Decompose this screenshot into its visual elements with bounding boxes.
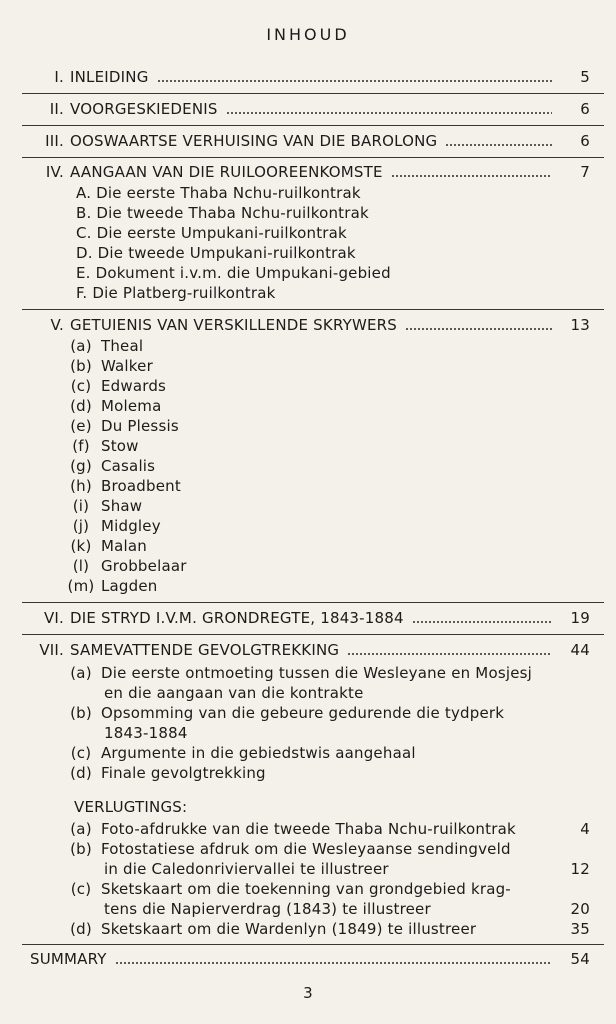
illustration-item xyxy=(66,820,516,840)
author-item xyxy=(66,437,139,457)
author-name: Shaw xyxy=(100,497,143,515)
divider xyxy=(22,602,604,603)
toc-entry-chapter-1 xyxy=(0,68,616,88)
author-item xyxy=(66,377,166,397)
subsection-text: Die eerste ontmoeting tussen die Wesleyane en Mosjesj xyxy=(100,664,533,682)
author-item xyxy=(66,497,142,517)
page-ref: 13 xyxy=(570,316,590,334)
item-marker: (e) xyxy=(70,417,92,435)
author-name: Walker xyxy=(100,357,153,375)
dot-leader xyxy=(226,111,552,115)
summary-title: SUMMARY xyxy=(30,950,107,968)
toc-entry-chapter-6 xyxy=(0,609,616,629)
item-marker: (j) xyxy=(72,517,90,535)
author-name: Malan xyxy=(100,537,147,555)
chapter-title: VOORGESKIEDENIS xyxy=(70,100,218,118)
item-marker: (b) xyxy=(70,704,92,722)
toc-entry-chapter-7 xyxy=(0,641,616,661)
divider xyxy=(22,93,604,94)
dot-leader xyxy=(157,79,552,83)
item-marker: (i) xyxy=(72,497,90,515)
subsection-item xyxy=(66,764,266,784)
author-name: Edwards xyxy=(100,377,167,395)
subsection-item xyxy=(66,744,416,764)
illustration-text: Fotostatiese afdruk om die Wesleyaanse sendingveld xyxy=(100,840,511,858)
author-item xyxy=(66,357,153,377)
illustration-continuation: tens die Napierverdrag (1843) te illustreer xyxy=(104,900,431,918)
author-name: Grobbelaar xyxy=(100,557,187,575)
chapter-title: DIE STRYD I.V.M. GRONDREGTE, 1843-1884 xyxy=(70,609,404,627)
author-item xyxy=(66,457,155,477)
author-item xyxy=(66,577,158,597)
subsection-continuation: en die aangaan van die kontrakte xyxy=(104,684,364,702)
author-item xyxy=(66,337,143,357)
item-marker: (c) xyxy=(70,744,92,762)
item-marker: (b) xyxy=(70,840,92,858)
illustration-continuation: in die Caledonriviervallei te illustreer xyxy=(104,860,389,878)
author-name: Midgley xyxy=(100,517,161,535)
divider xyxy=(22,125,604,126)
page-ref: 12 xyxy=(570,860,590,878)
author-item xyxy=(66,417,179,437)
author-name: Du Plessis xyxy=(100,417,179,435)
dot-leader xyxy=(412,620,552,624)
author-item xyxy=(66,537,147,557)
toc-entry-chapter-3 xyxy=(0,132,616,152)
page-ref: 20 xyxy=(570,900,590,918)
page-ref: 5 xyxy=(580,68,590,86)
subsection-continuation: 1843-1884 xyxy=(104,724,188,742)
subsection-item xyxy=(66,704,504,724)
subsection-text: Argumente in die gebiedstwis aangehaal xyxy=(100,744,416,762)
author-name: Lagden xyxy=(100,577,158,595)
subsection-item xyxy=(66,664,532,684)
illustration-text: Sketskaart om die Wardenlyn (1849) te illustreer xyxy=(100,920,477,938)
author-item xyxy=(66,397,162,417)
chapter-number: III. xyxy=(45,132,64,150)
author-item xyxy=(66,517,161,537)
illustration-text: Sketskaart om die toekenning van grondgebied krag- xyxy=(100,880,511,898)
toc-entry-chapter-5 xyxy=(0,316,616,336)
author-name: Theal xyxy=(100,337,144,355)
dot-leader xyxy=(115,961,552,965)
divider xyxy=(22,309,604,310)
subsection-item: B. Die tweede Thaba Nchu-ruilkontrak xyxy=(76,204,369,222)
item-marker: (l) xyxy=(72,557,90,575)
divider xyxy=(22,157,604,158)
subsection-text: Opsomming van die gebeure gedurende die tydperk xyxy=(100,704,505,722)
illustration-item xyxy=(66,920,476,940)
illustration-item xyxy=(66,840,511,860)
item-marker: (a) xyxy=(70,664,92,682)
page-number: 3 xyxy=(303,984,313,1002)
page-ref: 35 xyxy=(570,920,590,938)
page-ref: 19 xyxy=(570,609,590,627)
author-item xyxy=(66,557,187,577)
chapter-number: V. xyxy=(50,316,64,334)
subsection-text: Finale gevolgtrekking xyxy=(100,764,266,782)
item-marker: (d) xyxy=(70,920,92,938)
page-ref: 6 xyxy=(580,100,590,118)
page-title: INHOUD xyxy=(266,25,350,44)
illustration-item xyxy=(66,880,511,900)
author-name: Stow xyxy=(100,437,139,455)
item-marker: (g) xyxy=(70,457,92,475)
chapter-title: INLEIDING xyxy=(70,68,149,86)
item-marker: (h) xyxy=(70,477,92,495)
author-name: Broadbent xyxy=(100,477,181,495)
subsection-item: F. Die Platberg-ruilkontrak xyxy=(76,284,276,302)
divider xyxy=(22,634,604,635)
page-ref: 54 xyxy=(570,950,590,968)
subsection-item: E. Dokument i.v.m. die Umpukani-gebied xyxy=(76,264,391,282)
chapter-number: II. xyxy=(49,100,64,118)
page-ref: 4 xyxy=(580,820,590,838)
chapter-title: AANGAAN VAN DIE RUILOOREENKOMSTE xyxy=(70,163,383,181)
subsection-item: C. Die eerste Umpukani-ruilkontrak xyxy=(76,224,347,242)
page-ref: 7 xyxy=(580,163,590,181)
dot-leader xyxy=(405,327,552,331)
author-item xyxy=(66,477,181,497)
subsection-item: A. Die eerste Thaba Nchu-ruilkontrak xyxy=(76,184,361,202)
page-ref: 6 xyxy=(580,132,590,150)
dot-leader xyxy=(391,174,552,178)
item-marker: (d) xyxy=(70,764,92,782)
item-marker: (c) xyxy=(70,377,92,395)
dot-leader xyxy=(445,143,552,147)
dot-leader xyxy=(347,652,552,656)
item-marker: (b) xyxy=(70,357,92,375)
subsection-item: D. Die tweede Umpukani-ruilkontrak xyxy=(76,244,356,262)
chapter-title: GETUIENIS VAN VERSKILLENDE SKRYWERS xyxy=(70,316,398,334)
chapter-title: OOSWAARTSE VERHUISING VAN DIE BAROLONG xyxy=(70,132,438,150)
author-name: Casalis xyxy=(100,457,156,475)
toc-entry-chapter-4 xyxy=(0,163,616,183)
chapter-number: IV. xyxy=(45,163,64,181)
divider xyxy=(22,944,604,945)
illustrations-heading: VERLUGTINGS: xyxy=(74,798,188,816)
item-marker: (d) xyxy=(70,397,92,415)
item-marker: (a) xyxy=(70,337,92,355)
item-marker: (c) xyxy=(70,880,92,898)
chapter-number: VII. xyxy=(39,641,64,659)
item-marker: (k) xyxy=(70,537,92,555)
chapter-number: I. xyxy=(54,68,64,86)
page-ref: 44 xyxy=(570,641,590,659)
item-marker: (m) xyxy=(67,577,95,595)
item-marker: (a) xyxy=(70,820,92,838)
chapter-title: SAMEVATTENDE GEVOLGTREKKING xyxy=(70,641,340,659)
chapter-number: VI. xyxy=(43,609,64,627)
item-marker: (f) xyxy=(72,437,90,455)
author-name: Molema xyxy=(100,397,162,415)
toc-entry-summary xyxy=(30,950,616,970)
toc-entry-chapter-2 xyxy=(0,100,616,120)
illustration-text: Foto-afdrukke van die tweede Thaba Nchu-ruilkontrak xyxy=(100,820,516,838)
